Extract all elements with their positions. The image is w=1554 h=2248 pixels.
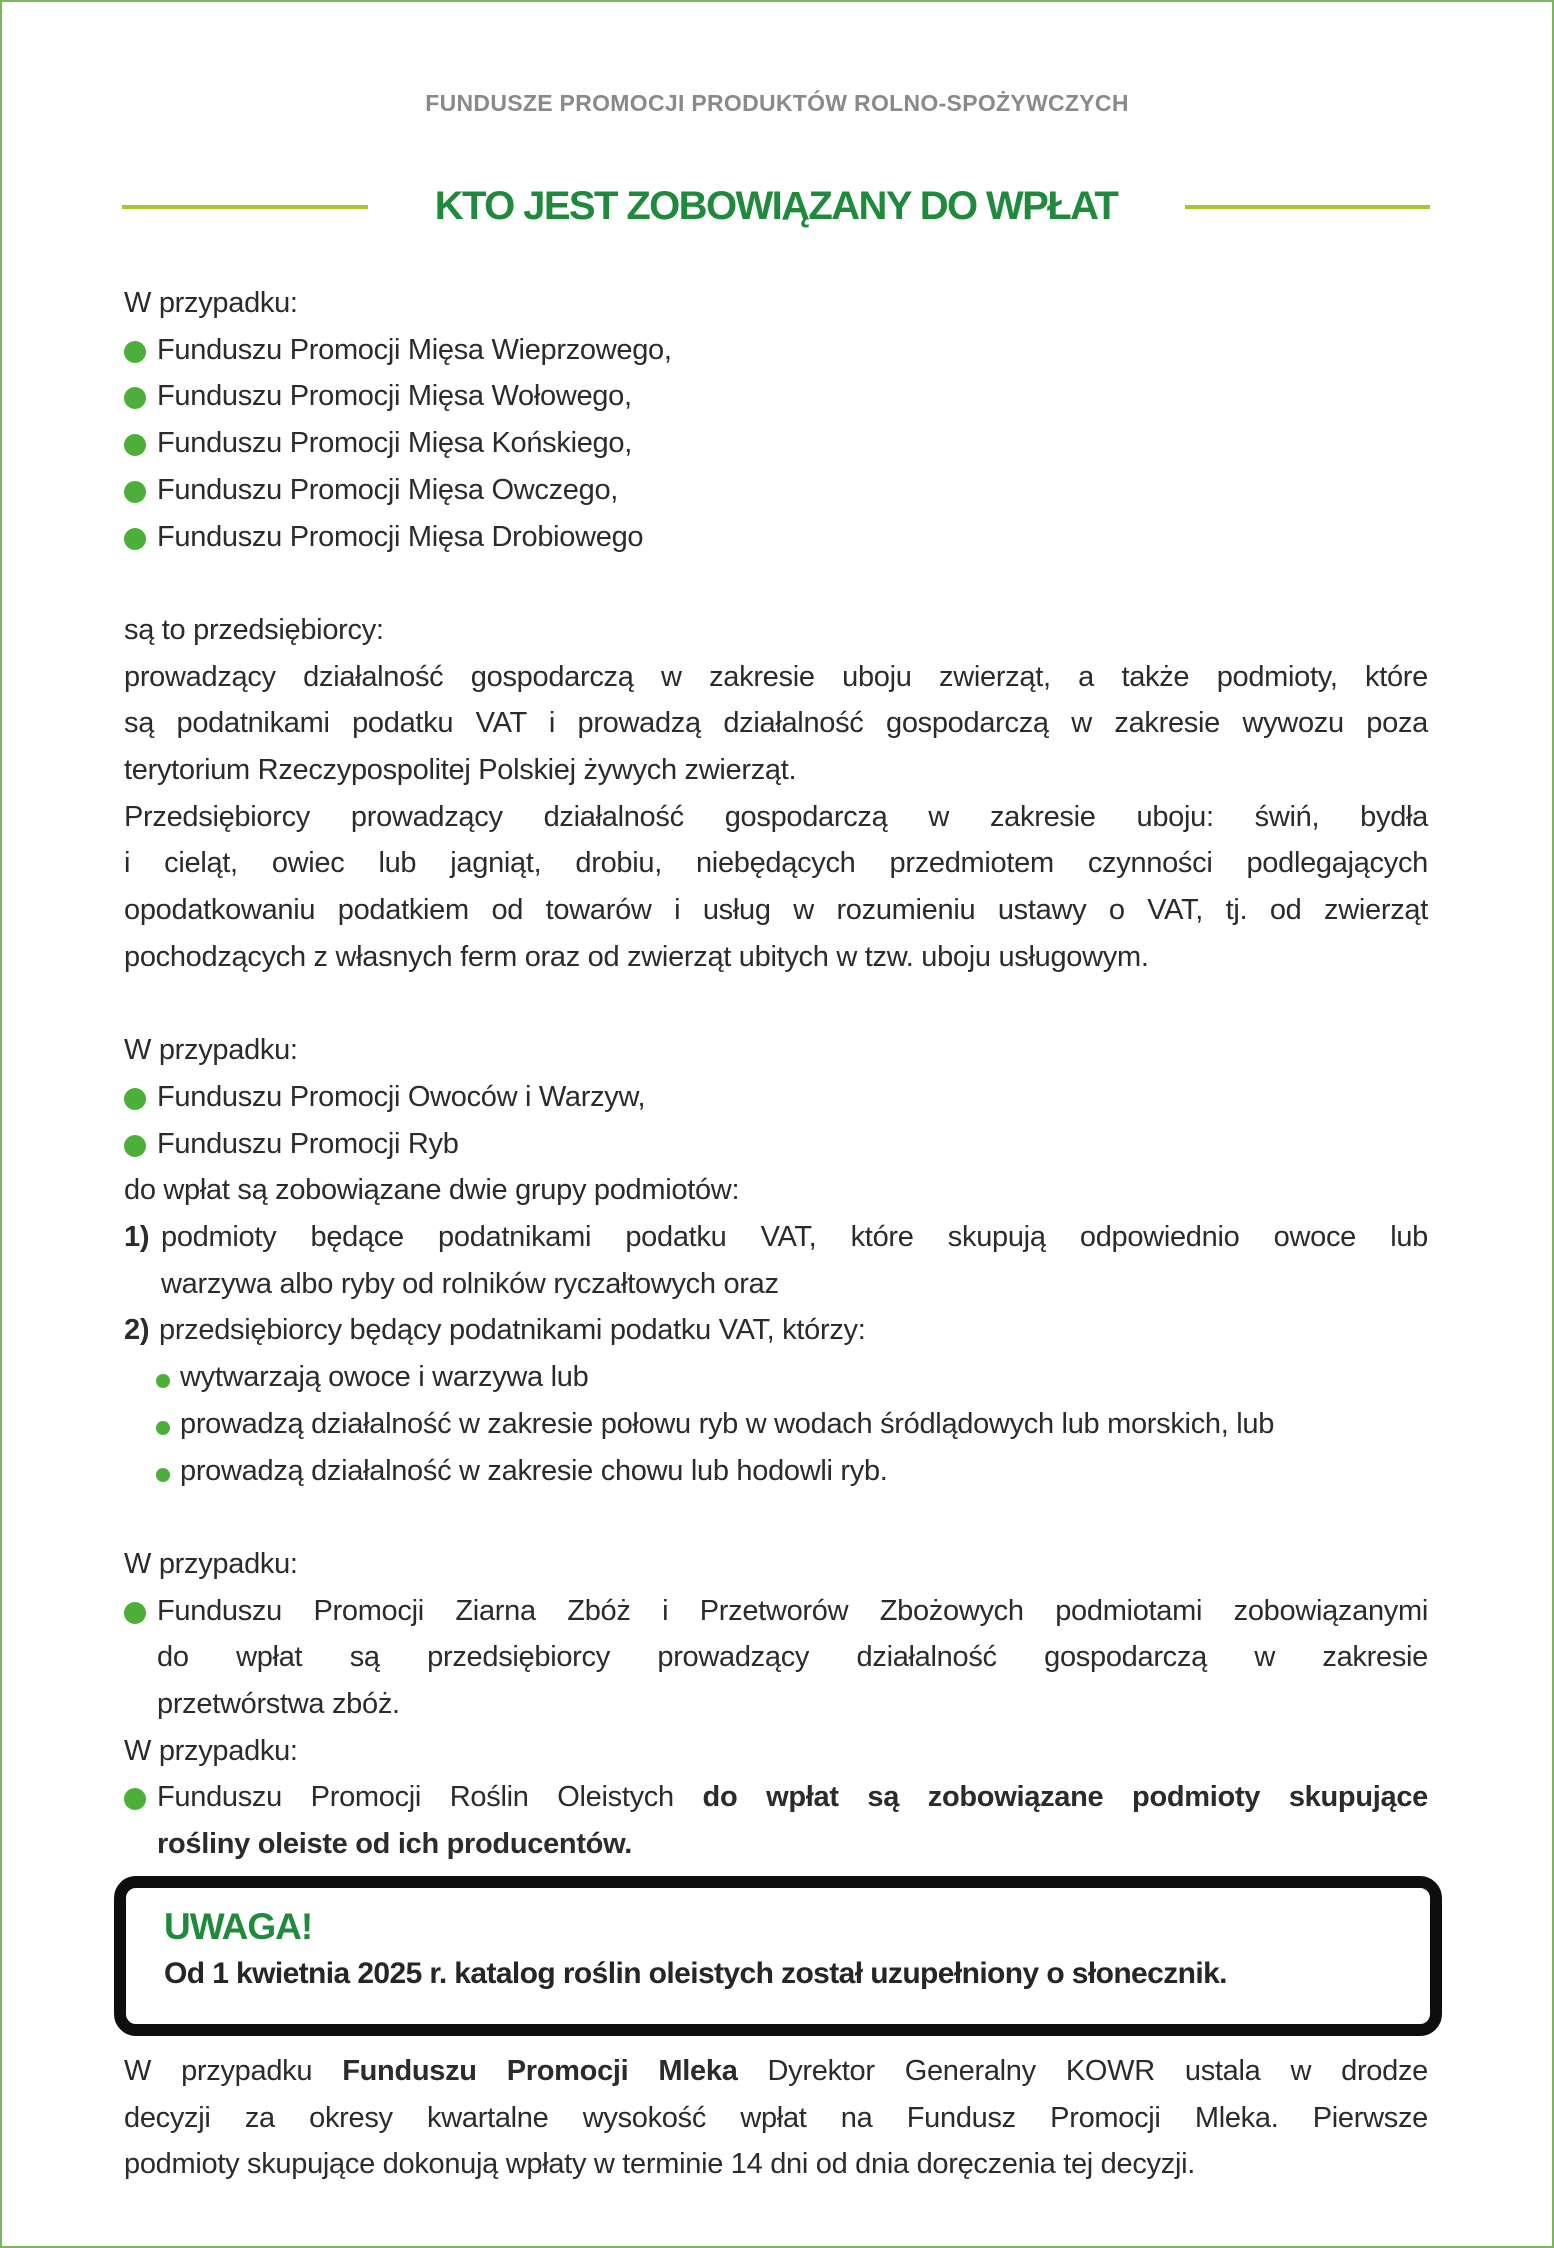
section-heading <box>122 178 1430 234</box>
page-title: KTO JEST ZOBOWIĄZANY DO WPŁAT <box>434 184 1118 228</box>
notice-text: Od 1 kwietnia 2025 r. katalog roślin oleistych został uzupełniony o słonecznik. <box>164 1957 1227 1990</box>
fruit-fish-fund-list <box>124 1074 1428 1167</box>
bullet-dot-icon <box>124 1088 146 1110</box>
bullet-dot-icon <box>124 1135 146 1157</box>
spacer <box>124 1494 1428 1541</box>
heading-rule-right <box>1185 205 1430 209</box>
oilseed-emphasis: do wpłat są zobowiązane podmioty skupujące <box>702 1781 1428 1814</box>
spacer <box>124 560 1428 607</box>
list-item: prowadzą działalność w zakresie połowu ryb w wodach śródlądowych lub morskich, lub <box>124 1401 1428 1448</box>
sub-list <box>124 1354 1428 1494</box>
bullet-dot-icon <box>124 1602 146 1624</box>
list-item: Funduszu Promocji Mięsa Końskiego, <box>124 420 1428 467</box>
meat-lead: są to przedsiębiorcy: <box>124 613 384 646</box>
bullet-dot-icon <box>156 1374 170 1388</box>
bullet-dot-icon <box>124 387 146 409</box>
grain-fund-item: Funduszu Promocji Ziarna Zbóż i Przetworów Zbożowych podmiotami zobowiązanymi do wpłat są przedsiębiorcy prowadzący działalność gospodarczą w zakresie przetwórstwa zbóż. <box>124 1588 1428 1728</box>
list-item: Funduszu Promocji Mięsa Drobiowego <box>124 514 1428 561</box>
list-item: Funduszu Promocji Ryb <box>124 1121 1428 1168</box>
meat-paragraph-1: prowadzący działalność gospodarczą w zakresie uboju zwierząt, a także podmioty, które są podatnikami podatku VAT i prowadzą działalność gospodarczą w zakresie wywozu poza terytorium Rzeczypospolitej Polskiej żywych zwierząt. <box>124 660 1428 787</box>
fruit-fish-lead: do wpłat są zobowiązane dwie grupy podmiotów: <box>124 1174 740 1207</box>
bullet-dot-icon <box>124 434 146 456</box>
oilseed-fund-item: Funduszu Promocji Roślin Oleistych do wpłat są zobowiązane podmioty skupujące rośliny oleiste od ich producentów. <box>124 1774 1428 1867</box>
item-number: 2) <box>124 1314 150 1347</box>
document-kicker: FUNDUSZE PROMOCJI PRODUKTÓW ROLNO-SPOŻYWCZYCH <box>425 90 1129 116</box>
milk-fund-name: Funduszu Promocji Mleka <box>342 2055 738 2087</box>
milk-fund-paragraph: W przypadku Funduszu Promocji Mleka Dyrektor Generalny KOWR ustala w drodze decyzji za okresy kwartalne wysokość wpłat na Fundusz Promocji Mleka. Pierwsze podmioty skupujące dokonują wpłaty w terminie 14 dni od dnia doręczenia tej decyzji. <box>124 2055 1428 2181</box>
numbered-item-1: 1) podmioty będące podatnikami podatku VAT, które skupują odpowiednio owoce lub warzywa albo ryby od rolników ryczałtowych oraz <box>124 1214 1428 1307</box>
bullet-dot-icon <box>124 341 146 363</box>
meat-intro: W przypadku: <box>124 287 298 319</box>
notice-title: UWAGA! <box>164 1906 313 1947</box>
numbered-item-2: 2) przedsiębiorcy będący podatnikami podatku VAT, którzy: <box>124 1307 1428 1354</box>
meat-fund-list <box>124 327 1428 561</box>
bullet-dot-icon <box>156 1421 170 1435</box>
item-number: 1) <box>124 1221 150 1254</box>
list-item: Funduszu Promocji Mięsa Owczego, <box>124 467 1428 514</box>
list-item: Funduszu Promocji Owoców i Warzyw, <box>124 1074 1428 1121</box>
grain-intro: W przypadku: <box>124 1547 298 1580</box>
fruit-fish-intro: W przypadku: <box>124 1034 298 1067</box>
main-content <box>124 280 1428 1868</box>
list-item: Funduszu Promocji Mięsa Wieprzowego, <box>124 327 1428 374</box>
bullet-dot-icon <box>124 528 146 550</box>
list-item: wytwarzają owoce i warzywa lub <box>124 1354 1428 1401</box>
spacer <box>124 981 1428 1028</box>
bullet-dot-icon <box>124 1788 146 1810</box>
meat-paragraph-2: Przedsiębiorcy prowadzący działalność gospodarczą w zakresie uboju: świń, bydła i cieląt, owiec lub jagniąt, drobiu, niebędących przedmiotem czynności podlegających opodatkowaniu podatkiem od towarów i usług w rozumieniu ustawy o VAT, tj. od zwierząt pochodzących z własnych ferm oraz od zwierząt ubitych w tzw. uboju usługowym. <box>124 800 1428 973</box>
list-item: prowadzą działalność w zakresie chowu lub hodowli ryb. <box>124 1448 1428 1495</box>
bullet-dot-icon <box>124 481 146 503</box>
list-item: Funduszu Promocji Mięsa Wołowego, <box>124 373 1428 420</box>
bullet-dot-icon <box>156 1468 170 1482</box>
oilseed-intro: W przypadku: <box>124 1734 298 1767</box>
notice-box <box>114 1876 1442 2036</box>
oilseed-emphasis: rośliny oleiste od ich producentów. <box>157 1828 633 1861</box>
